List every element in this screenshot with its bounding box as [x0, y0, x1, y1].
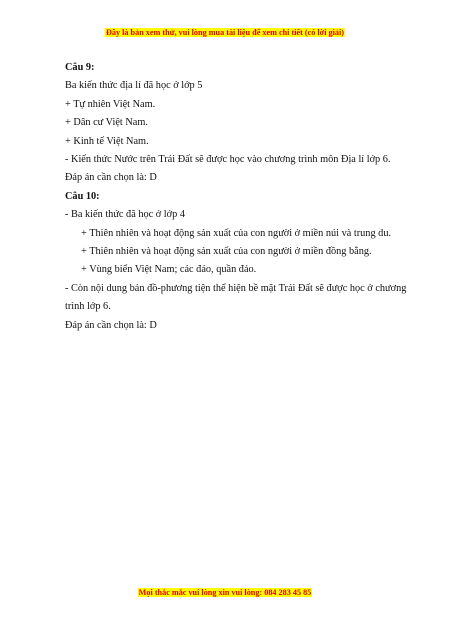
question-9-answer: Đáp án cần chọn là: D [65, 172, 157, 184]
question-10-closing: - Còn nội dung bản đồ-phương tiện thể hiện bề mặt Trái Đất sẽ được học ở chương trình lớp 6. [65, 282, 407, 313]
question-9-line: + Tự nhiên Việt Nam. [65, 98, 156, 110]
preview-notice-banner [0, 27, 450, 38]
question-9-line: + Kinh tế Việt Nam. [65, 135, 149, 147]
question-10-answer: Đáp án cần chọn là: D [65, 319, 157, 331]
question-10 [65, 188, 410, 335]
question-9-title: Câu 9: [65, 62, 95, 73]
preview-notice-text: Đây là bản xem thử, vui lòng mua tài liệu để xem chi tiết (có lời giải) [105, 28, 344, 37]
question-9-line: + Dân cư Việt Nam. [65, 117, 148, 129]
question-9-line: Ba kiến thức địa lí đã học ở lớp 5 [65, 80, 203, 92]
question-10-item: + Vùng biển Việt Nam; các đảo, quần đảo. [81, 264, 257, 276]
contact-notice-text: Mọi thắc mắc vui lòng xin vui lòng: 084 283 45 85 [138, 588, 312, 597]
question-10-item: + Thiên nhiên và hoạt động sản xuất của con người ở miền đồng bằng. [81, 246, 372, 258]
question-9 [65, 59, 410, 188]
question-10-intro: - Ba kiến thức đã học ở lớp 4 [65, 209, 185, 221]
document-body [65, 59, 410, 335]
question-10-item: + Thiên nhiên và hoạt động sản xuất của con người ở miền núi và trung du. [81, 227, 392, 239]
question-10-title: Câu 10: [65, 190, 100, 202]
contact-notice-banner [0, 587, 450, 598]
question-9-line: - Kiến thức Nước trên Trái Đất sẽ được học vào chương trình môn Địa lí lớp 6. [65, 154, 391, 166]
